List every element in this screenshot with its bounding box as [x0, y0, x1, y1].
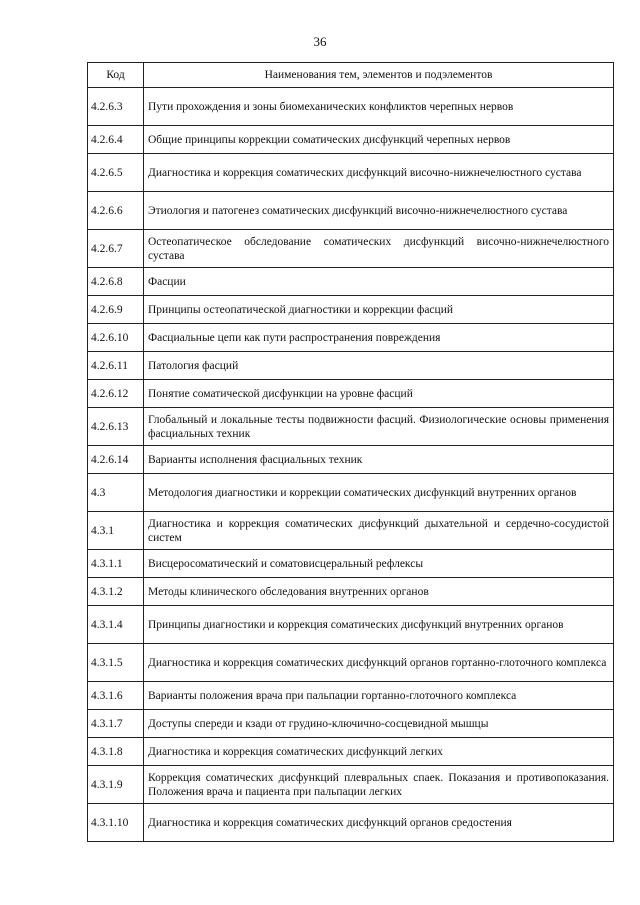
- row-code: 4.2.6.6: [88, 192, 144, 230]
- table-row: [88, 644, 614, 682]
- row-name: Коррекция соматических дисфункций плевральных спаек. Показания и противопоказания. Положения врача и пациента при пальпации легких: [144, 766, 614, 804]
- column-header-name: Наименования тем, элементов и подэлементов: [144, 63, 614, 88]
- row-code: 4.3.1.7: [88, 710, 144, 738]
- row-name: Глобальный и локальные тесты подвижности фасций. Физиологические основы применения фасциальных техник: [144, 408, 614, 446]
- row-code: 4.2.6.7: [88, 230, 144, 268]
- row-name: Остеопатическое обследование соматических дисфункций височно-нижнечелюстного сустава: [144, 230, 614, 268]
- row-name: Принципы остеопатической диагностики и коррекции фасций: [144, 296, 614, 324]
- table-row: [88, 88, 614, 126]
- column-header-code: Код: [88, 63, 144, 88]
- row-code: 4.3.1.4: [88, 606, 144, 644]
- row-name: Принципы диагностики и коррекция соматических дисфункций внутренних органов: [144, 606, 614, 644]
- row-code: 4.2.6.4: [88, 126, 144, 154]
- table-row: [88, 446, 614, 474]
- table-row: [88, 296, 614, 324]
- table-row: [88, 606, 614, 644]
- row-name: Доступы спереди и кзади от грудино-ключично-сосцевидной мышцы: [144, 710, 614, 738]
- table-row: [88, 738, 614, 766]
- table-row: [88, 710, 614, 738]
- row-code: 4.2.6.14: [88, 446, 144, 474]
- page-number: 36: [313, 34, 327, 49]
- table-row: [88, 578, 614, 606]
- row-name: Этиология и патогенез соматических дисфункций височно-нижнечелюстного сустава: [144, 192, 614, 230]
- row-name: Общие принципы коррекции соматических дисфункций черепных нервов: [144, 126, 614, 154]
- table-row: [88, 324, 614, 352]
- row-code: 4.3.1.2: [88, 578, 144, 606]
- table-row: [88, 380, 614, 408]
- row-code: 4.3.1.8: [88, 738, 144, 766]
- row-code: 4.3.1.6: [88, 682, 144, 710]
- row-name: Диагностика и коррекция соматических дисфункций дыхательной и сердечно-сосудистой систем: [144, 512, 614, 550]
- row-name: Диагностика и коррекция соматических дисфункций органов средостения: [144, 804, 614, 842]
- row-code: 4.2.6.13: [88, 408, 144, 446]
- row-code: 4.3.1: [88, 512, 144, 550]
- table-row: [88, 154, 614, 192]
- row-name: Патология фасций: [144, 352, 614, 380]
- table-row: [88, 408, 614, 446]
- row-code: 4.3.1.5: [88, 644, 144, 682]
- row-code: 4.2.6.3: [88, 88, 144, 126]
- table-row: [88, 230, 614, 268]
- table-header-row: [88, 63, 614, 88]
- row-name: Варианты исполнения фасциальных техник: [144, 446, 614, 474]
- row-name: Пути прохождения и зоны биомеханических конфликтов черепных нервов: [144, 88, 614, 126]
- table-row: [88, 804, 614, 842]
- row-code: 4.2.6.8: [88, 268, 144, 296]
- row-code: 4.2.6.11: [88, 352, 144, 380]
- row-name: Фасциальные цепи как пути распространения повреждения: [144, 324, 614, 352]
- row-name: Варианты положения врача при пальпации гортанно-глоточного комплекса: [144, 682, 614, 710]
- table-row: [88, 682, 614, 710]
- row-code: 4.3.1.1: [88, 550, 144, 578]
- curriculum-table: [87, 62, 614, 842]
- row-name: Фасции: [144, 268, 614, 296]
- row-code: 4.3.1.10: [88, 804, 144, 842]
- row-code: 4.2.6.10: [88, 324, 144, 352]
- table-row: [88, 550, 614, 578]
- row-name: Понятие соматической дисфункции на уровне фасций: [144, 380, 614, 408]
- row-name: Диагностика и коррекция соматических дисфункций органов гортанно-глоточного комплекса: [144, 644, 614, 682]
- table-row: [88, 474, 614, 512]
- table-row: [88, 126, 614, 154]
- row-code: 4.2.6.5: [88, 154, 144, 192]
- table-row: [88, 192, 614, 230]
- table-row: [88, 766, 614, 804]
- row-code: 4.3: [88, 474, 144, 512]
- row-name: Диагностика и коррекция соматических дисфункций височно-нижнечелюстного сустава: [144, 154, 614, 192]
- table-row: [88, 268, 614, 296]
- row-name: Методы клинического обследования внутренних органов: [144, 578, 614, 606]
- row-name: Диагностика и коррекция соматических дисфункций легких: [144, 738, 614, 766]
- row-code: 4.2.6.12: [88, 380, 144, 408]
- row-name: Методология диагностики и коррекции соматических дисфункций внутренних органов: [144, 474, 614, 512]
- table-row: [88, 352, 614, 380]
- table-row: [88, 512, 614, 550]
- row-code: 4.2.6.9: [88, 296, 144, 324]
- row-code: 4.3.1.9: [88, 766, 144, 804]
- row-name: Висцеросоматический и соматовисцеральный рефлексы: [144, 550, 614, 578]
